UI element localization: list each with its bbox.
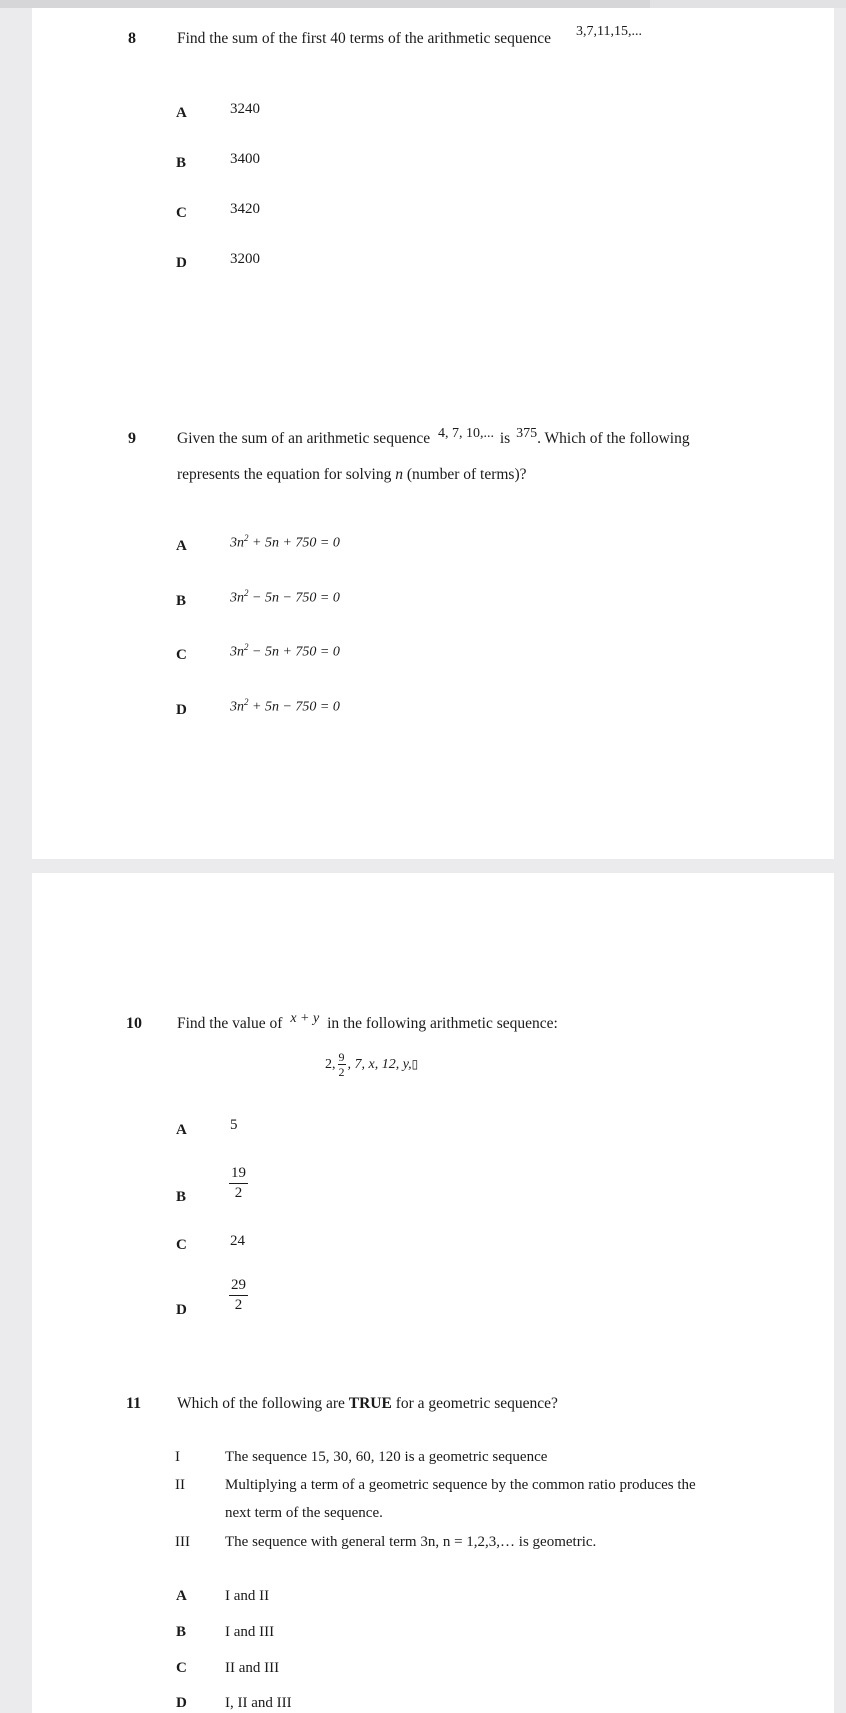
- option-label-a[interactable]: A: [176, 105, 187, 121]
- question-text: Find the sum of the first 40 terms of the arithmetic sequence: [177, 30, 552, 47]
- statement-text-ii: Multiplying a term of a geometric sequence by the common ratio produces the: [225, 1477, 696, 1493]
- fraction-numerator: 29: [229, 1278, 248, 1296]
- option-label-d[interactable]: D: [176, 255, 187, 271]
- question-number: 8: [128, 30, 136, 47]
- question-text: [177, 1011, 558, 1033]
- question-number: 10: [126, 1015, 142, 1032]
- option-label-a[interactable]: A: [176, 1122, 187, 1138]
- question-number: 11: [126, 1395, 142, 1412]
- option-equation-a[interactable]: [230, 533, 340, 552]
- sum-value: 375: [516, 426, 538, 441]
- statement-text-iii: The sequence with general term 3n, n = 1,2,3,… is geometric.: [225, 1534, 597, 1550]
- equation-rest: − 5n − 750 = 0: [248, 590, 340, 606]
- option-equation-b[interactable]: [230, 588, 340, 607]
- option-value-a[interactable]: I and II: [225, 1588, 270, 1604]
- option-label-c[interactable]: C: [176, 1660, 187, 1676]
- question-text: [177, 426, 690, 448]
- question-text-part: for a geometric sequence?: [395, 1395, 558, 1412]
- option-value-b[interactable]: 3400: [230, 151, 260, 167]
- sequence-expression: 4, 7, 10,...: [437, 426, 494, 441]
- option-fraction-b[interactable]: [229, 1166, 248, 1201]
- statement-text-i: The sequence 15, 30, 60, 120 is a geometric sequence: [225, 1449, 548, 1465]
- option-equation-c[interactable]: [230, 642, 340, 661]
- option-value-d[interactable]: I, II and III: [225, 1695, 292, 1711]
- equation-term: 3n: [230, 590, 244, 606]
- sequence-expression: 3,7,11,15,...: [576, 24, 642, 39]
- sequence-term: 2,: [325, 1056, 336, 1072]
- sequence-display: [325, 1051, 418, 1078]
- statement-text-ii-cont: next term of the sequence.: [225, 1505, 383, 1521]
- option-label-d[interactable]: D: [176, 702, 187, 718]
- option-value-c[interactable]: 24: [230, 1233, 245, 1249]
- sequence-fraction: [338, 1051, 346, 1078]
- statement-label-i: I: [175, 1449, 180, 1465]
- scroll-indicator-fill: [0, 0, 650, 8]
- fraction-denominator: 2: [234, 1297, 243, 1313]
- variable-n: n: [395, 466, 403, 483]
- option-value-c[interactable]: II and III: [225, 1660, 280, 1676]
- option-label-b[interactable]: B: [176, 155, 187, 171]
- expression-x-plus-y: x + y: [290, 1011, 320, 1026]
- question-number: 9: [128, 430, 136, 447]
- option-label-b[interactable]: B: [176, 1189, 187, 1205]
- option-fraction-d[interactable]: [229, 1278, 248, 1313]
- option-value-a[interactable]: 3240: [230, 101, 260, 117]
- statement-label-ii: II: [175, 1477, 185, 1493]
- equation-term: 3n: [230, 644, 244, 660]
- exponent: 2: [244, 588, 249, 598]
- exponent: 2: [244, 533, 249, 543]
- sequence-terms: , 7, x, 12, y,: [347, 1056, 412, 1072]
- question-text-line2: [177, 466, 527, 484]
- equation-rest: + 5n − 750 = 0: [248, 699, 340, 715]
- option-label-c[interactable]: C: [176, 205, 187, 221]
- option-label-c[interactable]: C: [176, 1237, 187, 1253]
- equation-rest: − 5n + 750 = 0: [248, 644, 340, 660]
- question-text: [177, 1395, 558, 1413]
- scroll-indicator-bar: [0, 0, 846, 8]
- fraction-numerator: 19: [229, 1166, 248, 1184]
- option-label-b[interactable]: B: [176, 593, 187, 609]
- missing-glyph: ▯: [411, 1057, 419, 1071]
- option-label-c[interactable]: C: [176, 647, 187, 663]
- option-label-d[interactable]: D: [176, 1695, 187, 1711]
- option-value-b[interactable]: I and III: [225, 1624, 275, 1640]
- equation-term: 3n: [230, 699, 244, 715]
- question-text-part: represents the equation for solving: [177, 466, 392, 483]
- question-text-part: in the following arithmetic sequence:: [327, 1015, 558, 1032]
- document-page-2: [32, 873, 834, 1713]
- question-text-part: (number of terms)?: [406, 466, 527, 483]
- question-text-part: Find the value of: [177, 1015, 283, 1032]
- statement-label-iii: III: [175, 1534, 190, 1550]
- option-label-a[interactable]: A: [176, 1588, 187, 1604]
- fraction-numerator: 9: [338, 1050, 345, 1064]
- exponent: 2: [244, 697, 249, 707]
- fraction-denominator: 2: [234, 1185, 243, 1201]
- option-label-d[interactable]: D: [176, 1302, 187, 1318]
- option-label-a[interactable]: A: [176, 538, 187, 554]
- equation-rest: + 5n + 750 = 0: [248, 535, 340, 551]
- fraction-denominator: 2: [338, 1065, 345, 1079]
- exponent: 2: [244, 642, 249, 652]
- document-page-1: [32, 8, 834, 859]
- option-equation-d[interactable]: [230, 697, 340, 716]
- emphasis-true: TRUE: [348, 1395, 392, 1412]
- question-text-part: . Which of the following: [537, 430, 690, 447]
- equation-term: 3n: [230, 535, 244, 551]
- question-text-part: Which of the following are: [177, 1395, 345, 1412]
- option-value-a[interactable]: 5: [230, 1117, 238, 1133]
- question-text-part: Given the sum of an arithmetic sequence: [177, 430, 431, 447]
- is-word: is: [499, 430, 511, 447]
- option-value-c[interactable]: 3420: [230, 201, 260, 217]
- option-value-d[interactable]: 3200: [230, 251, 260, 267]
- option-label-b[interactable]: B: [176, 1624, 187, 1640]
